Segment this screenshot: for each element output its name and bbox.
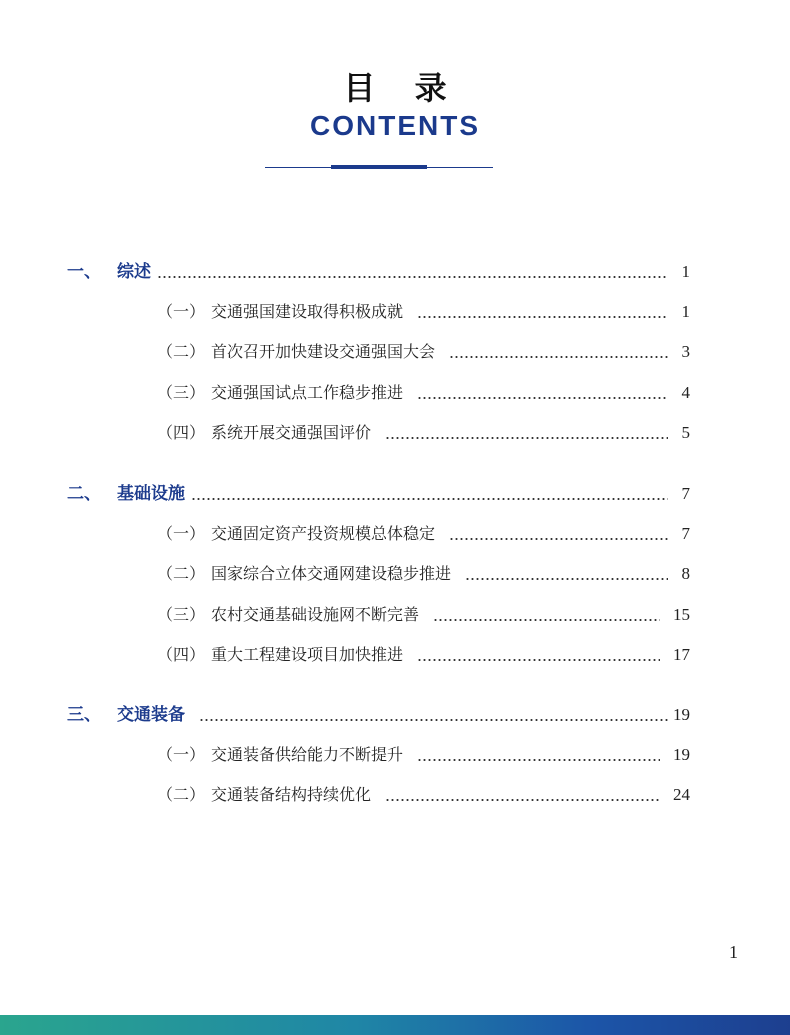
- toc-leader-dots: [191, 496, 668, 502]
- toc-subsection-row[interactable]: [0, 603, 790, 627]
- toc-subsection-number: （三）: [157, 604, 206, 624]
- toc-page-number: 15: [673, 604, 690, 624]
- toc-page-number: 8: [681, 564, 690, 584]
- page-title-chinese: 目 录: [343, 69, 461, 107]
- toc-subsection-number: （二）: [157, 564, 206, 584]
- toc-leader-dots: [385, 797, 660, 803]
- toc-page-number: 7: [681, 484, 690, 503]
- toc-subsection-title: 首次召开加快建设交通强国大会: [211, 342, 436, 362]
- toc-leader-dots: [449, 536, 668, 542]
- toc-leader-dots: [417, 657, 660, 663]
- toc-leader-dots: [465, 576, 668, 582]
- toc-page-number: 3: [681, 342, 690, 362]
- toc-page-number: 24: [673, 785, 690, 805]
- toc-subsection-row[interactable]: [0, 340, 790, 364]
- toc-leader-dots: [433, 617, 660, 623]
- toc-subsection-number: （一）: [157, 524, 206, 543]
- toc-subsection-number: （二）: [157, 342, 206, 362]
- toc-subsection-number: （一）: [157, 302, 206, 321]
- toc-page-number: 19: [673, 745, 690, 764]
- toc-subsection-title: 交通固定资产投资规模总体稳定: [211, 524, 436, 543]
- toc-page-number: 19: [673, 705, 690, 724]
- toc-subsection-number: （四）: [157, 422, 206, 442]
- toc-section-title: 交通装备: [117, 705, 185, 725]
- page-title-english: CONTENTS: [310, 110, 480, 141]
- toc-leader-dots: [417, 757, 660, 763]
- toc-subsection-number: （四）: [157, 644, 206, 664]
- toc-subsection-title: 重大工程建设项目加快推进: [211, 644, 404, 664]
- toc-subsection-title: 国家综合立体交通网建设稳步推进: [211, 564, 452, 584]
- toc-subsection-number: （一）: [157, 745, 206, 764]
- toc-section-row[interactable]: [0, 482, 790, 506]
- toc-subsection-number: （三）: [157, 382, 206, 402]
- toc-subsection-row[interactable]: [0, 421, 790, 445]
- toc-subsection-title: 交通装备结构持续优化: [211, 785, 372, 805]
- toc-subsection-row[interactable]: [0, 562, 790, 586]
- toc-subsection-title: 交通强国建设取得积极成就: [211, 302, 404, 321]
- toc-subsection-title: 交通装备供给能力不断提升: [211, 745, 404, 764]
- bottom-color-band: [0, 1015, 790, 1035]
- toc-leader-dots: [157, 274, 668, 280]
- toc-subsection-row[interactable]: [0, 522, 790, 546]
- toc-section-title: 综述: [117, 262, 151, 282]
- toc-subsection-title: 系统开展交通强国评价: [211, 422, 372, 442]
- toc-leader-dots: [385, 435, 668, 441]
- toc-subsection-title: 农村交通基础设施网不断完善: [211, 604, 420, 624]
- toc-subsection-number: （二）: [157, 785, 206, 805]
- toc-section-number: 二、: [67, 484, 101, 504]
- toc-subsection-row[interactable]: [0, 743, 790, 767]
- toc-page-number: 7: [681, 524, 690, 543]
- toc-subsection-row[interactable]: [0, 381, 790, 405]
- toc-subsection-title: 交通强国试点工作稳步推进: [211, 382, 404, 402]
- toc-page-number: 5: [681, 422, 690, 442]
- page-number: 1: [729, 942, 738, 962]
- toc-section-number: 一、: [67, 262, 101, 282]
- toc-page-number: 17: [673, 644, 690, 664]
- toc-leader-dots: [417, 314, 668, 320]
- toc-leader-dots: [199, 717, 668, 723]
- title-divider-accent: [331, 165, 427, 169]
- toc-leader-dots: [417, 395, 668, 401]
- toc-section-number: 三、: [67, 705, 101, 725]
- toc-leader-dots: [449, 354, 668, 360]
- toc-section-row[interactable]: [0, 260, 790, 284]
- toc-page-number: 1: [681, 262, 690, 281]
- toc-section-title: 基础设施: [117, 484, 185, 504]
- toc-subsection-row[interactable]: [0, 300, 790, 324]
- toc-subsection-row[interactable]: [0, 783, 790, 807]
- toc-section-row[interactable]: [0, 703, 790, 727]
- toc-page-number: 4: [681, 382, 690, 402]
- toc-page-number: 1: [681, 302, 690, 321]
- toc-subsection-row[interactable]: [0, 643, 790, 667]
